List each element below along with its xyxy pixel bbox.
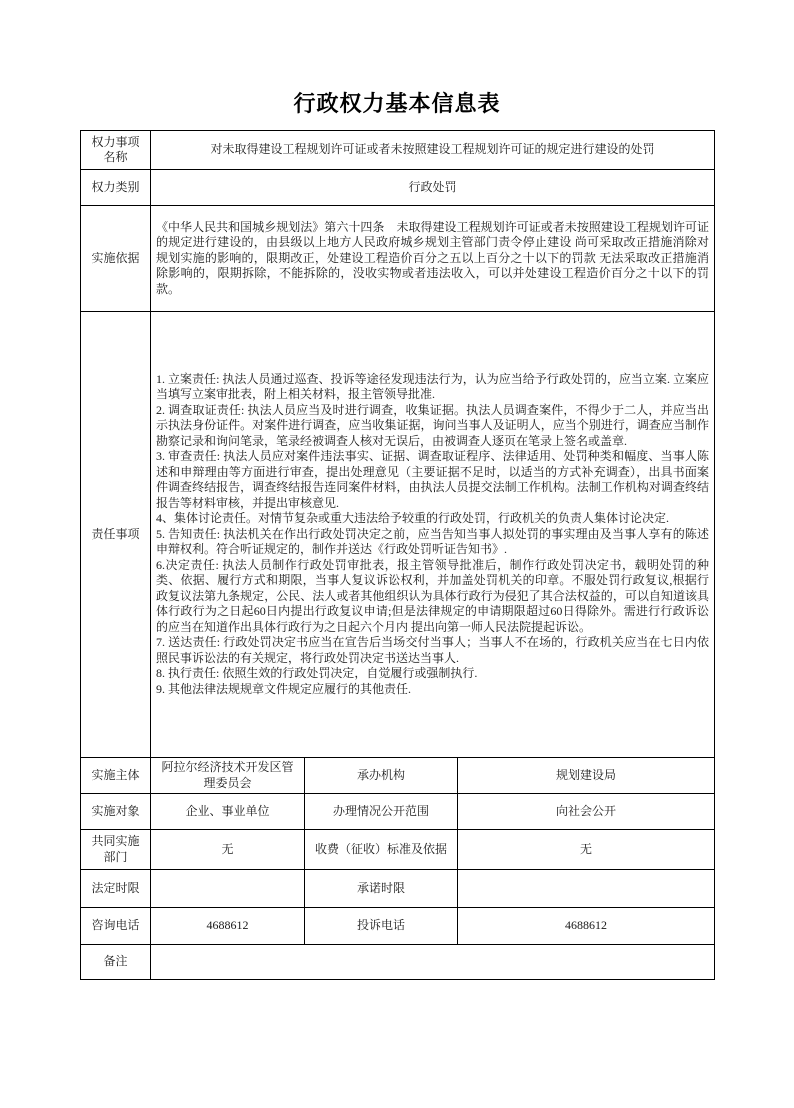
duty-item-1: 1. 立案责任: 执法人员通过巡查、投诉等途径发现违法行为，认为应当给予行政处罚的，应当立案. 立案应当填写立案审批表，附上相关材料，报主管领导批准. bbox=[156, 371, 709, 402]
consult-phone-label: 咨询电话 bbox=[81, 908, 151, 945]
row-target bbox=[81, 794, 715, 830]
promised-limit-label: 承诺时限 bbox=[305, 870, 458, 908]
fee-standard-label: 收费（征收）标准及依据 bbox=[305, 830, 458, 870]
row-power-item-name bbox=[81, 131, 715, 170]
remarks-value bbox=[151, 945, 715, 980]
row-phones bbox=[81, 908, 715, 945]
implementer-label: 实施主体 bbox=[81, 758, 151, 794]
duty-item-9: 9. 其他法律法规规章文件规定应履行的其他责任. bbox=[156, 681, 412, 696]
joint-dept-value: 无 bbox=[151, 830, 305, 870]
handling-org-value: 规划建设局 bbox=[458, 758, 715, 794]
statutory-limit-value bbox=[151, 870, 305, 908]
handling-org-label: 承办机构 bbox=[305, 758, 458, 794]
duties-value bbox=[151, 312, 715, 758]
power-category-value: 行政处罚 bbox=[151, 170, 715, 206]
joint-dept-label: 共同实施部门 bbox=[81, 830, 151, 870]
consult-phone-value: 4688612 bbox=[151, 908, 305, 945]
duty-item-6: 6.决定责任: 执法人员制作行政处罚审批表，报主管领导批准后，制作行政处罚决定书，载明处罚的种类、依据、履行方式和期限，当事人复议诉讼权利，并加盖处罚机关的印章。不服处罚行政复议,根据行政复议法第九条规定，公民、法人或者其他组织认为具体行政行为侵犯了其合法权益的，可以自知道该具体行政行为之日起60日内提出行政复议申请;但是法律规定的申请期限超过60日得除外。需进行行政诉讼的应当在知道作出具体行政行为之日起六个月内 提出向第一师人民法院提起诉讼。 bbox=[156, 557, 709, 634]
complaint-phone-label: 投诉电话 bbox=[305, 908, 458, 945]
duty-item-4: 4、集体讨论责任。对情节复杂或重大违法给予较重的行政处罚，行政机关的负责人集体讨论决定. bbox=[156, 511, 670, 526]
legal-basis-value: 《中华人民共和国城乡规划法》第六十四条 未取得建设工程规划许可证或者未按照建设工程规划许可证的规定进行建设的，由县级以上地方人民政府城乡规划主管部门责令停止建设 尚可采取改正措施消除对规划实施的影响的，限期改正，处建设工程造价百分之五以上百分之十以下的罚款 无法采取改正措施消除影响的，限期拆除，不能拆除的，没收实物或者违法收入，可以并处建设工程造价百分之十以下的罚款。 bbox=[151, 206, 715, 312]
power-item-name-label: 权力事项名称 bbox=[81, 131, 151, 170]
power-category-label: 权力类别 bbox=[81, 170, 151, 206]
statutory-limit-label: 法定时限 bbox=[81, 870, 151, 908]
duty-item-3: 3. 审查责任: 执法人员应对案件违法事实、证据、调查取证程序、法律适用、处罚种类和幅度、当事人陈述和申辩理由等方面进行审查，提出处理意见（主要证据不足时，以适当的方式补充调查），出具书面案件调查终结报告，调查终结报告连同案件材料，由执法人员提交法制工作机构。法制工作机构对调查终结报告等材料审核，并提出审核意见. bbox=[156, 449, 709, 510]
remarks-label: 备注 bbox=[81, 945, 151, 980]
duty-item-8: 8. 执行责任: 依照生效的行政处罚决定，自觉履行或强制执行. bbox=[156, 666, 478, 681]
power-item-name-value: 对未取得建设工程规划许可证或者未按照建设工程规划许可证的规定进行建设的处罚 bbox=[151, 131, 715, 170]
duties-label: 责任事项 bbox=[81, 312, 151, 758]
fee-standard-value: 无 bbox=[458, 830, 715, 870]
duty-item-2: 2. 调查取证责任: 执法人员应当及时进行调查，收集证据。执法人员调查案件，不得少于二人，并应当出示执法身份证件。对案件进行调查，应当收集证据，询问当事人及证明人，应当个别进行，调查应当制作勘察记录和询问笔录，笔录经被调查人核对无误后，由被调查人逐页在笔录上签名或盖章. bbox=[156, 402, 709, 448]
duty-item-5: 5. 告知责任: 执法机关在作出行政处罚决定之前，应当告知当事人拟处罚的事实理由及当事人享有的陈述申辩权利。符合听证规定的，制作并送达《行政处罚听证告知书》. bbox=[156, 526, 709, 557]
implementer-value: 阿拉尔经济技术开发区管理委员会 bbox=[151, 758, 305, 794]
row-legal-basis bbox=[81, 206, 715, 312]
legal-basis-label: 实施依据 bbox=[81, 206, 151, 312]
duty-item-7: 7. 送达责任: 行政处罚决定书应当在宣告后当场交付当事人；当事人不在场的，行政机关应当在七日内依照民事诉讼法的有关规定，将行政处罚决定书送达当事人. bbox=[156, 635, 709, 665]
info-table bbox=[80, 130, 715, 980]
disclosure-scope-label: 办理情况公开范围 bbox=[305, 794, 458, 830]
row-implementer bbox=[81, 758, 715, 794]
target-value: 企业、事业单位 bbox=[151, 794, 305, 830]
target-label: 实施对象 bbox=[81, 794, 151, 830]
row-joint-dept bbox=[81, 830, 715, 870]
complaint-phone-value: 4688612 bbox=[458, 908, 715, 945]
page-title: 行政权力基本信息表 bbox=[293, 91, 501, 116]
disclosure-scope-value: 向社会公开 bbox=[458, 794, 715, 830]
row-statutory-limit bbox=[81, 870, 715, 908]
row-duties bbox=[81, 312, 715, 758]
row-remarks bbox=[81, 945, 715, 980]
row-power-category bbox=[81, 170, 715, 206]
promised-limit-value bbox=[458, 870, 715, 908]
